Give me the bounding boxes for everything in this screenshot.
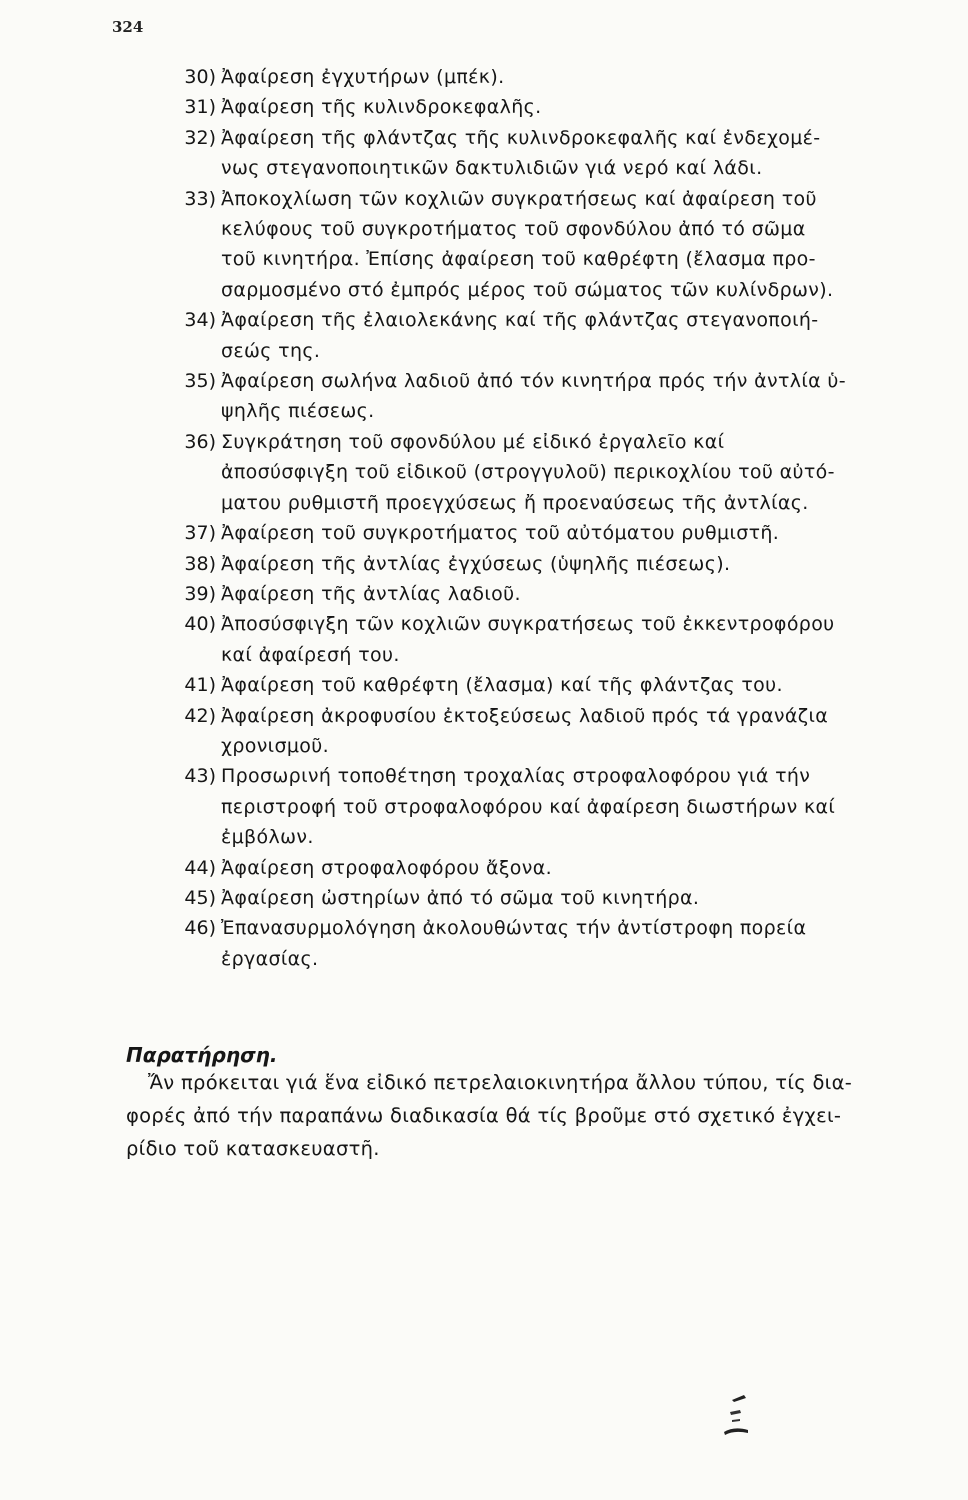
step-number: 37): [184, 522, 216, 545]
step-text-line: σαρμοσμένο στό ἐμπρός μέρος τοῦ σώματος τῶν κυλίνδρων).: [221, 278, 834, 301]
step-item: [128, 123, 928, 184]
page-number: 324: [112, 18, 144, 36]
step-item: [128, 913, 928, 974]
step-text: [221, 761, 928, 852]
step-number: 30): [184, 66, 216, 88]
note-line: φορές ἀπό τήν παραπάνω διαδικασία θά τίς βροῦμε στό σχετικό ἐγχει-: [126, 1104, 842, 1127]
step-text-line: ἀποσύσφιγξη τοῦ εἰδικοῦ (στρογγυλοῦ) περικοχλίου τοῦ αὐτό-: [221, 461, 835, 484]
step-text: [221, 123, 928, 184]
step-number: 44): [184, 856, 216, 879]
step-text: [221, 913, 928, 974]
step-number: 36): [184, 430, 216, 453]
step-item: [128, 761, 928, 852]
step-text-line: νως στεγανοποιητικῶν δακτυλιδιῶν γιά νερό καί λάδι.: [221, 157, 763, 180]
note-body: [126, 1066, 926, 1165]
step-text-line: Ἀφαίρεση ἐγχυτήρων (μπέκ).: [221, 66, 505, 88]
step-number: 31): [184, 96, 216, 119]
step-text: [221, 518, 928, 548]
step-text-line: χρονισμοῦ.: [221, 734, 329, 757]
step-number: 39): [184, 582, 216, 605]
step-number: 41): [184, 674, 216, 697]
step-text-line: περιστροφή τοῦ στροφαλοφόρου καί ἀφαίρεση διωστήρων καί: [221, 795, 836, 818]
step-text: [221, 883, 928, 913]
step-text: [221, 853, 928, 883]
step-number: 43): [184, 765, 216, 788]
step-text-line: Ἀφαίρεση τῆς κυλινδροκεφαλῆς.: [221, 96, 542, 119]
step-text-line: ἐμβόλων.: [221, 826, 314, 849]
step-text-line: σεώς της.: [221, 339, 321, 362]
step-text: [221, 427, 928, 518]
step-number: 40): [184, 613, 216, 636]
step-text-line: Ἀποσύσφιγξη τῶν κοχλιῶν συγκρατήσεως τοῦ ἐκκεντροφόρου: [221, 613, 835, 636]
step-text: [221, 701, 928, 762]
step-text-line: Ἐπανασυρμολόγηση ἀκολουθώντας τήν ἀντίστροφη πορεία: [221, 917, 807, 940]
step-text: [221, 670, 928, 700]
step-number: 45): [184, 886, 216, 909]
step-number: 35): [184, 370, 216, 393]
step-item: [128, 184, 928, 306]
step-item: [128, 549, 928, 579]
step-item: [128, 366, 928, 427]
step-text-line: Ἀφαίρεση ὠστηρίων ἀπό τό σῶμα τοῦ κινητήρα.: [221, 886, 700, 909]
step-number: 34): [184, 309, 216, 332]
step-text-line: κελύφους τοῦ συγκροτήματος τοῦ σφονδύλου ἀπό τό σῶμα: [221, 218, 806, 241]
note-line: ρίδιο τοῦ κατασκευαστῆ.: [126, 1137, 380, 1160]
step-text-line: Ἀποκοχλίωση τῶν κοχλιῶν συγκρατήσεως καί ἀφαίρεση τοῦ: [221, 187, 817, 210]
step-item: [128, 579, 928, 609]
note-line: Ἄν πρόκειται γιά ἕνα εἰδικό πετρελαιοκινητήρα ἄλλου τύπου, τίς δια-: [148, 1071, 853, 1094]
step-item: [128, 609, 928, 670]
step-text-line: Ἀφαίρεση τῆς ἐλαιολεκάνης καί τῆς φλάντζας στεγανοποιή-: [221, 309, 819, 332]
step-text-line: Ἀφαίρεση τῆς ἀντλίας ἐγχύσεως (ὑψηλῆς πιέσεως).: [221, 552, 731, 575]
step-item: [128, 670, 928, 700]
step-text-line: ἐργασίας.: [221, 947, 319, 970]
step-text-line: Ἀφαίρεση τοῦ καθρέφτη (ἔλασμα) καί τῆς φλάντζας του.: [221, 674, 783, 697]
step-number: 32): [184, 126, 216, 149]
decorative-ink-marks: [718, 1392, 758, 1452]
step-item: [128, 701, 928, 762]
step-text-line: Ἀφαίρεση τοῦ συγκροτήματος τοῦ αὐτόματου ρυθμιστῆ.: [221, 522, 780, 545]
procedure-steps-list: [128, 62, 928, 974]
step-item: [128, 62, 928, 92]
step-text-line: Ἀφαίρεση ἀκροφυσίου ἐκτοξεύσεως λαδιοῦ πρός τά γρανάζια: [221, 704, 829, 727]
step-item: [128, 883, 928, 913]
step-number: 46): [184, 917, 216, 940]
step-text: [221, 549, 928, 579]
note-title: Παρατήρηση.: [126, 1043, 278, 1067]
step-text: [221, 62, 928, 92]
step-text-line: ψηλῆς πιέσεως.: [221, 400, 375, 423]
step-number: 33): [184, 187, 216, 210]
step-item: [128, 305, 928, 366]
step-text: [221, 609, 928, 670]
step-text-line: καί ἀφαίρεσή του.: [221, 643, 400, 666]
step-item: [128, 92, 928, 122]
step-number: 38): [184, 552, 216, 575]
step-item: [128, 427, 928, 518]
step-text: [221, 92, 928, 122]
step-text-line: Ἀφαίρεση τῆς ἀντλίας λαδιοῦ.: [221, 582, 521, 605]
step-number: 42): [184, 704, 216, 727]
step-text-line: ματου ρυθμιστῆ προεγχύσεως ἤ προεναύσεως τῆς ἀντλίας.: [221, 491, 809, 514]
step-text-line: Ἀφαίρεση στροφαλοφόρου ἄξονα.: [221, 856, 552, 879]
step-text-line: Ἀφαίρεση σωλήνα λαδιοῦ ἀπό τόν κινητήρα πρός τήν ἀντλία ὑ-: [221, 370, 846, 393]
step-text: [221, 579, 928, 609]
step-text: [221, 366, 928, 427]
step-text: [221, 184, 928, 306]
step-item: [128, 853, 928, 883]
step-text-line: Προσωρινή τοποθέτηση τροχαλίας στροφαλοφόρου γιά τήν: [221, 765, 811, 788]
step-text-line: τοῦ κινητήρα. Ἐπίσης ἀφαίρεση τοῦ καθρέφτη (ἔλασμα προ-: [221, 248, 816, 271]
step-text-line: Ἀφαίρεση τῆς φλάντζας τῆς κυλινδροκεφαλῆς καί ἐνδεχομέ-: [221, 126, 821, 149]
step-text-line: Συγκράτηση τοῦ σφονδύλου μέ εἰδικό ἐργαλεῖο καί: [221, 430, 725, 453]
step-text: [221, 305, 928, 366]
step-item: [128, 518, 928, 548]
